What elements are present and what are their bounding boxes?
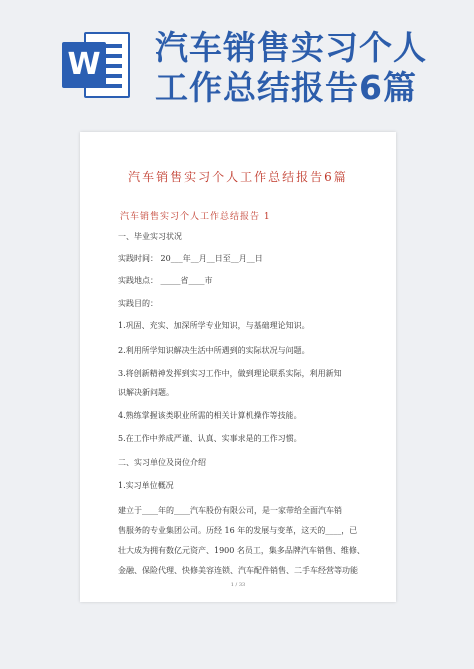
- header-banner: [0, 0, 474, 130]
- line-9: 4.熟练掌握该类职业所需的相关计算机操作等技能。: [118, 411, 302, 420]
- page-number: 1 / 33: [230, 582, 246, 588]
- line-2: 实践时间： 20___年__月__日至__月__日: [118, 254, 263, 263]
- line-15: 壮大成为拥有数亿元资产、1900 名员工，集多品牌汽车销售、维修、: [118, 546, 365, 555]
- line-5: 1.巩固、充实、加深所学专业知识，与基础理论知识。: [118, 321, 310, 330]
- header-title: 汽车销售实习个人工作总结报告6篇: [155, 28, 427, 107]
- document-page: [80, 132, 396, 602]
- line-6: 2.利用所学知识解决生活中所遇到的实际状况与问题。: [118, 346, 310, 355]
- line-10: 5.在工作中养成严谨、认真、实事求是的工作习惯。: [118, 434, 302, 443]
- document-title: 汽车销售实习个人工作总结报告6篇: [128, 170, 348, 184]
- line-4: 实践目的：: [118, 299, 158, 308]
- line-7: 3.将创新精神发挥到实习工作中，做到理论联系实际，利用新知: [118, 369, 342, 378]
- line-3: 实践地点： _____省____市: [118, 276, 213, 285]
- word-document-icon: [62, 30, 132, 102]
- line-8: 识解决新问题。: [118, 388, 174, 397]
- section-title: 汽车销售实习个人工作总结报告 1: [120, 212, 271, 222]
- line-13: 建立于____年的____汽车股份有限公司，是一家带给全面汽车销: [118, 506, 342, 515]
- line-1: 一、毕业实习状况: [118, 232, 182, 241]
- line-16: 金融、保险代理、快修美容连锁、汽车配件销售、二手车经营等功能: [118, 566, 358, 575]
- word-letter: W: [62, 42, 106, 88]
- line-11: 二、实习单位及岗位介绍: [118, 458, 206, 467]
- line-12: 1.实习单位概况: [118, 481, 174, 490]
- line-14: 售服务的专业集团公司。历经 16 年的发展与变革，这天的____，已: [118, 526, 358, 535]
